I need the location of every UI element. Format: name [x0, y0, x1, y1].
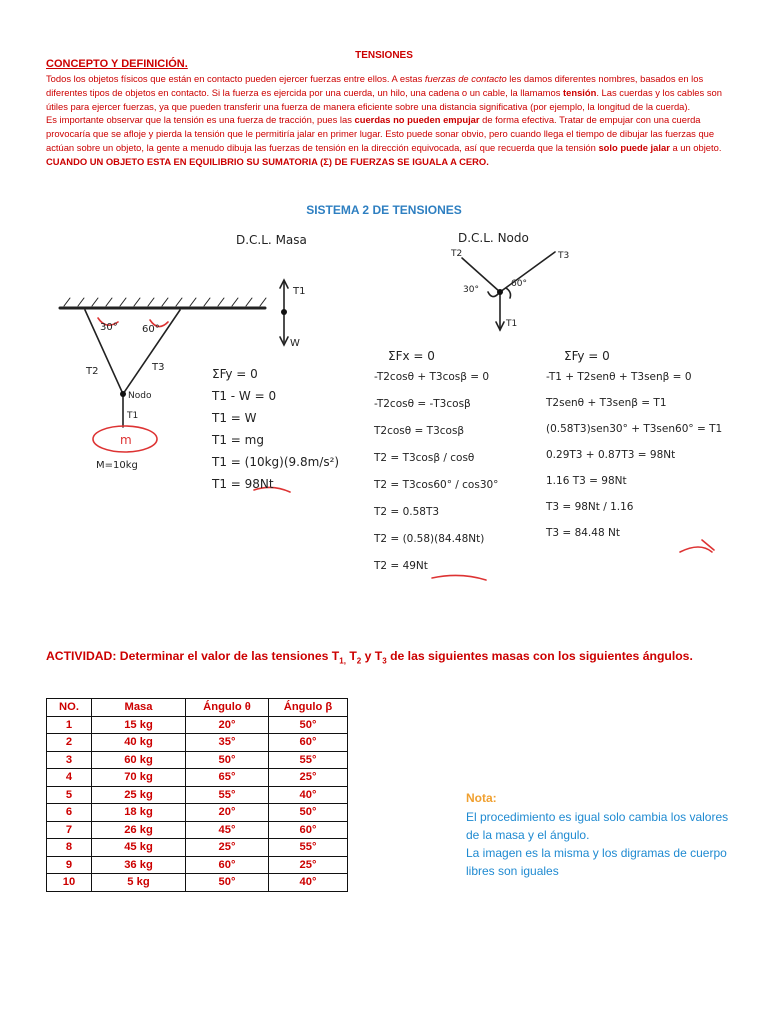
- cell-masa: 26 kg: [92, 821, 186, 839]
- equation-line: T1 = (10kg)(9.8m/s²): [212, 455, 340, 469]
- paragraph-contact-forces: [46, 72, 724, 113]
- dcl-masa-w: W: [290, 338, 300, 349]
- equation-line: T3 = 84.48 Nt: [546, 527, 620, 539]
- equation-line: ΣFy = 0: [212, 367, 258, 381]
- equation-line: -T2cosθ = -T3cosβ: [374, 398, 471, 410]
- ceiling-hatch: [64, 298, 266, 306]
- equation-line: -T2cosθ + T3cosβ = 0: [374, 371, 490, 383]
- table-row: [47, 734, 348, 752]
- equation-line: T2 = 0.58T3: [374, 506, 440, 518]
- diagram-angle-60: 60°: [142, 324, 160, 335]
- cell-theta: 45°: [186, 821, 269, 839]
- paragraph-tension-pull: [46, 113, 724, 154]
- table-header-row: [47, 699, 348, 717]
- equation-line: 0.29T3 + 0.87T3 = 98Nt: [546, 449, 676, 461]
- cell-masa: 5 kg: [92, 874, 186, 892]
- diagram-t3: T3: [152, 362, 165, 373]
- header-masa: Masa: [92, 699, 186, 717]
- paragraph-run: Todos los objetos físicos que están en contacto pueden ejercer fuerzas entre ellos. A estas: [46, 73, 425, 84]
- cell-no: 4: [47, 769, 92, 787]
- cell-beta: 60°: [269, 821, 348, 839]
- equation-line: T1 = 98Nt: [212, 477, 274, 491]
- paragraph-run: cuerdas no pueden empujar: [354, 114, 480, 126]
- table-row: [47, 839, 348, 857]
- equation-line: T2 = T3cos60° / cos30°: [374, 479, 499, 491]
- cell-no: 6: [47, 804, 92, 822]
- paragraph-run: Es importante observar que la tensión es una fuerza de tracción, pues las: [46, 114, 355, 126]
- cell-no: 7: [47, 821, 92, 839]
- header-no: NO.: [47, 699, 92, 717]
- equation-line: T1 - W = 0: [212, 389, 277, 403]
- table-row: [47, 786, 348, 804]
- dcl-nodo-angle-30: 30°: [463, 285, 479, 295]
- cell-no: 3: [47, 751, 92, 769]
- cell-masa: 18 kg: [92, 804, 186, 822]
- cell-theta: 25°: [186, 839, 269, 857]
- intro-paragraph: [46, 72, 724, 169]
- equation-line: T2senθ + T3senβ = T1: [546, 397, 667, 409]
- equation-line: T2 = T3cosβ / cosθ: [374, 452, 475, 464]
- header-angle-beta: Ángulo β: [269, 699, 348, 717]
- cell-beta: 50°: [269, 716, 348, 734]
- cell-no: 5: [47, 786, 92, 804]
- dcl-nodo-label: D.C.L. Nodo: [458, 231, 529, 245]
- cell-masa: 70 kg: [92, 769, 186, 787]
- diagram-t2: T2: [86, 366, 99, 377]
- dcl-nodo-angle-60: 60°: [511, 279, 527, 289]
- paragraph-run: les damos diferentes nombres, basados en los diferentes tipos de objetos en contacto. Si la fuerza es ejercida por una cuerda, un hilo, una cadena o un cable, la llamamos: [46, 73, 704, 98]
- paragraph-run: de forma efectiva. Tratar de empujar con una cuerda provocaría que se afloje y pierda la tensión que le permitiría jalar en primer lugar. Esto puede sonar obvio, pero cuando llega el tiempo de dibujar las fuerzas que actúan sobre un objeto, la gente a menudo dibuja las fuerzas de tensión en la dirección equivocada, así que recuerda que la tensión: [46, 114, 715, 153]
- cell-theta: 50°: [186, 874, 269, 892]
- equation-line: T2 = (0.58)(84.48Nt): [374, 533, 485, 545]
- cell-beta: 50°: [269, 804, 348, 822]
- equations-fx-title: ΣFx = 0: [388, 349, 435, 363]
- cell-masa: 36 kg: [92, 856, 186, 874]
- equations-fy-title: ΣFy = 0: [564, 349, 610, 363]
- paragraph-run: fuerzas de contacto: [424, 73, 507, 84]
- cell-masa: 25 kg: [92, 786, 186, 804]
- cell-masa: 15 kg: [92, 716, 186, 734]
- equations-fx-nodo: [373, 371, 498, 572]
- table-row: [47, 874, 348, 892]
- cell-beta: 40°: [269, 786, 348, 804]
- handwritten-diagram: [40, 222, 740, 602]
- table-row: [47, 804, 348, 822]
- paragraph-equilibrium: CUANDO UN OBJETO ESTA EN EQUILIBRIO SU SUMATORIA (Σ) DE FUERZAS SE IGUALA A CERO.: [46, 155, 489, 167]
- node-point: [120, 391, 126, 397]
- equation-line: T1 = W: [212, 411, 257, 425]
- cell-beta: 25°: [269, 856, 348, 874]
- mass-point: [281, 309, 287, 315]
- cell-beta: 60°: [269, 734, 348, 752]
- cell-theta: 20°: [186, 804, 269, 822]
- cell-theta: 60°: [186, 856, 269, 874]
- note-line-2: La imagen es la misma y los digramas de cuerpo libres son iguales: [466, 846, 727, 878]
- paragraph-run: . Las cuerdas y los cables son útiles para ejercer fuerzas, ya que pueden transferir una fuerza de manera eficiente sobre una distancia significativa (por ejemplo, la longitud de la cuerda).: [46, 86, 722, 112]
- nodo-point: [497, 289, 503, 295]
- cell-no: 2: [47, 734, 92, 752]
- equation-line: T2 = 49Nt: [374, 560, 428, 572]
- cell-beta: 55°: [269, 751, 348, 769]
- note-line-1: El procedimiento es igual solo cambia los valores de la masa y el ángulo.: [466, 810, 729, 842]
- cell-masa: 60 kg: [92, 751, 186, 769]
- diagram-angle-30: 30°: [100, 322, 118, 333]
- cell-masa: 45 kg: [92, 839, 186, 857]
- table-row: [47, 856, 348, 874]
- equation-line: T1 = mg: [212, 433, 264, 447]
- dcl-nodo-t1: T1: [506, 319, 518, 329]
- cell-masa: 40 kg: [92, 734, 186, 752]
- cell-theta: 50°: [186, 751, 269, 769]
- cell-no: 1: [47, 716, 92, 734]
- paragraph-run: a un objeto.: [669, 141, 722, 153]
- header-angle-theta: Ángulo θ: [186, 699, 269, 717]
- paragraph-run: solo puede jalar: [598, 141, 670, 153]
- paragraph-run: tensión: [563, 86, 597, 98]
- note-body: [466, 808, 736, 880]
- dcl-masa-label: D.C.L. Masa: [236, 233, 307, 247]
- equation-line: -T1 + T2senθ + T3senβ = 0: [546, 371, 692, 383]
- dcl-nodo-t3: [500, 252, 555, 292]
- cell-theta: 20°: [186, 716, 269, 734]
- cell-theta: 35°: [186, 734, 269, 752]
- section-heading: CONCEPTO Y DEFINICIÓN.: [46, 58, 188, 70]
- dcl-nodo-t3: T3: [558, 251, 570, 261]
- table-row: [47, 751, 348, 769]
- cell-beta: 55°: [269, 839, 348, 857]
- table-row: [47, 821, 348, 839]
- diagram-t1: T1: [127, 411, 139, 421]
- dcl-nodo-t2: T2: [451, 249, 463, 259]
- cell-no: 8: [47, 839, 92, 857]
- equations-fy-mass: [211, 367, 339, 491]
- cell-beta: 40°: [269, 874, 348, 892]
- equation-line: T3 = 98Nt / 1.16: [546, 501, 634, 513]
- equation-line: (0.58T3)sen30° + T3sen60° = T1: [546, 423, 723, 435]
- equations-fy-nodo: [545, 371, 722, 539]
- cell-no: 9: [47, 856, 92, 874]
- table-row: [47, 769, 348, 787]
- diagram-nodo: Nodo: [128, 391, 152, 401]
- cell-theta: 55°: [186, 786, 269, 804]
- cell-no: 10: [47, 874, 92, 892]
- document-title: TENSIONES: [355, 50, 413, 61]
- activity-instruction: ACTIVIDAD: Determinar el valor de las tensiones $T_{1,}$ $T_2$ y $T_3$ de las siguientes masas con los siguientes ángulos.: [46, 649, 693, 666]
- dcl-masa-t1: T1: [293, 286, 306, 297]
- system-title: SISTEMA 2 DE TENSIONES: [306, 203, 462, 217]
- activity-table: [46, 698, 348, 892]
- cell-beta: 25°: [269, 769, 348, 787]
- equation-line: 1.16 T3 = 98Nt: [546, 475, 627, 487]
- diagram-mass-label: M=10kg: [96, 460, 138, 471]
- equation-line: T2cosθ = T3cosβ: [374, 425, 465, 437]
- note-label: Nota:: [466, 791, 497, 805]
- table-row: [47, 716, 348, 734]
- diagram-m: m: [120, 433, 132, 447]
- cell-theta: 65°: [186, 769, 269, 787]
